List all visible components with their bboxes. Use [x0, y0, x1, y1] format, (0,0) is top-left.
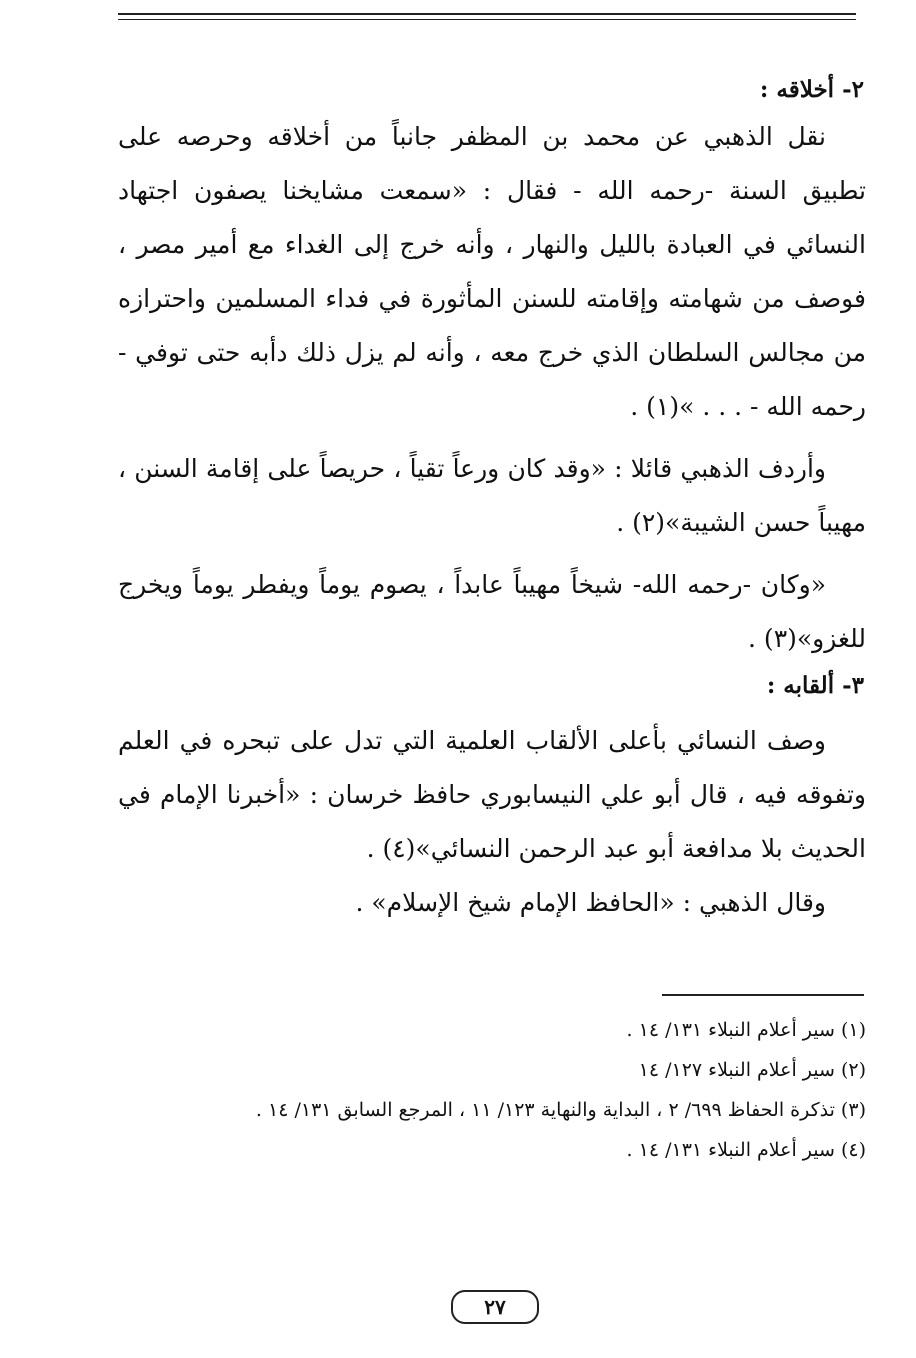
paragraph: «وكان -رحمه الله- شيخاً مهيباً عابداً ، يصوم يوماً ويفطر يوماً ويخرج للغزو»(٣) .: [118, 570, 866, 653]
section-heading-titles: ٣- ألقابه :: [766, 672, 864, 699]
footnote-separator: [662, 994, 864, 996]
main-text: [118, 70, 866, 930]
footnote: (٣) تذكرة الحفاظ ٦٩٩/ ٢ ، البداية والنهاية ١٢٣/ ١١ ، المرجع السابق ١٣١/ ١٤ .: [255, 1099, 866, 1121]
footnote: (٤) سير أعلام النبلاء ١٣١/ ١٤ .: [626, 1139, 866, 1161]
page-number: ٢٧: [451, 1290, 539, 1324]
section-heading-character: ٢- أخلاقه :: [759, 76, 864, 103]
header-rule-thick: [118, 13, 856, 15]
paragraph: نقل الذهبي عن محمد بن المظفر جانباً من أخلاقه وحرصه على تطبيق السنة -رحمه الله - فقال : «سمعت مشايخنا يصفون اجتهاد النسائي في العبادة بالليل والنهار ، وأنه خرج إلى الغداء مع أمير مصر ، فوصف من شهامته وإقامته للسنن المأثورة في فداء المسلمين واحترازه من مجالس السلطان الذي خرج معه ، وأنه لم يزل ذلك دأبه حتى توفي - رحمه الله - . . . »(١) .: [118, 122, 866, 421]
paragraph: وقال الذهبي : «الحافظ الإمام شيخ الإسلام» .: [355, 888, 826, 917]
footnotes: [118, 1010, 866, 1170]
paragraph: وأردف الذهبي قائلا : «وقد كان ورعاً تقياً ، حريصاً على إقامة السنن ، مهيباً حسن الشيبة»(٢) .: [118, 454, 866, 537]
header-rule-thin: [118, 19, 856, 20]
paragraph: وصف النسائي بأعلى الألقاب العلمية التي تدل على تبحره في العلم وتفوقه فيه ، قال أبو علي النيسابوري حافظ خرسان : «أخبرنا الإمام في الحديث بلا مدافعة أبو عبد الرحمن النسائي»(٤) .: [118, 726, 866, 863]
footnote: (٢) سير أعلام النبلاء ١٢٧/ ١٤: [638, 1059, 866, 1081]
footnote: (١) سير أعلام النبلاء ١٣١/ ١٤ .: [626, 1019, 866, 1041]
